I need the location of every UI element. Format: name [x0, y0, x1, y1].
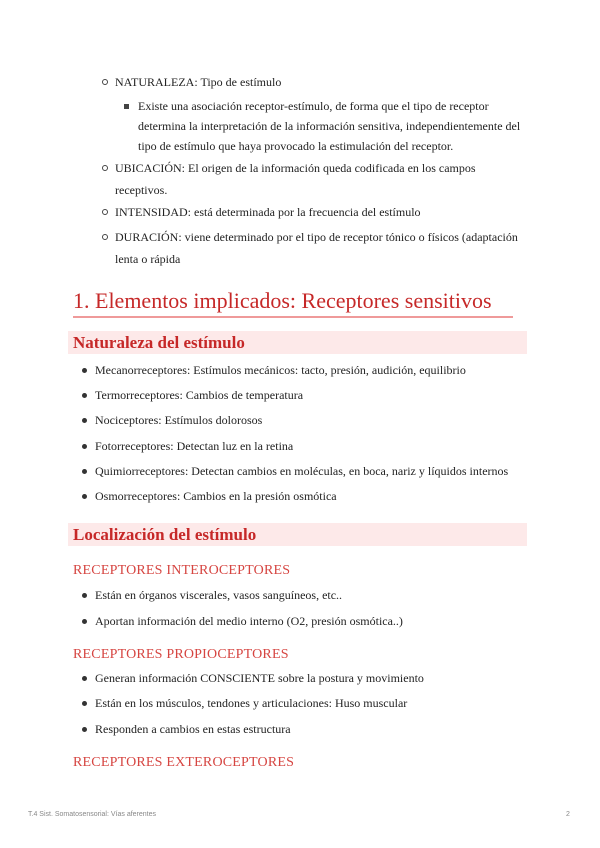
list-item: Fotorreceptores: Detectan luz en la retina: [82, 437, 293, 455]
disc-bullet-icon: [82, 676, 87, 681]
section-heading: 1. Elementos implicados: Receptores sensitivos: [73, 288, 492, 313]
disc-bullet-icon: [82, 393, 87, 398]
disc-bullet-icon: [82, 701, 87, 706]
list-item-intensidad: [102, 201, 525, 223]
subsubheading-interoceptores: RECEPTORES INTEROCEPTORES: [73, 563, 291, 578]
list-item-naturaleza: [102, 71, 525, 93]
sub-list-item-text: Existe una asociación receptor-estímulo, de forma que el tipo de receptor determina la interpretación de la información sensitiva, independientemente del tipo de estímulo que haya provocado la estimulación del receptor.: [138, 99, 521, 153]
heading-underline: [73, 316, 513, 318]
circle-bullet-icon: [102, 79, 108, 85]
footer-title: T.4 Sist. Somatosensorial: Vías aferentes: [28, 811, 157, 818]
list-item: Mecanorreceptores: Estímulos mecánicos: tacto, presión, audición, equilibrio: [82, 361, 466, 379]
list-item-ubicacion: [102, 157, 525, 201]
list-item: Nociceptores: Estímulos dolorosos: [82, 411, 262, 429]
subsubheading-exteroceptores: RECEPTORES EXTEROCEPTORES: [73, 755, 295, 770]
list-item: Quimiorreceptores: Detectan cambios en moléculas, en boca, nariz y líquidos internos: [82, 462, 508, 480]
subsubheading-propioceptores: RECEPTORES PROPIOCEPTORES: [73, 647, 289, 662]
circle-bullet-icon: [102, 209, 108, 215]
list-item: Responden a cambios en estas estructura: [82, 720, 291, 738]
disc-bullet-icon: [82, 593, 87, 598]
disc-bullet-icon: [82, 368, 87, 373]
disc-bullet-icon: [82, 619, 87, 624]
list-item-text: NATURALEZA: Tipo de estímulo: [115, 75, 282, 89]
list-item: Generan información CONSCIENTE sobre la postura y movimiento: [82, 669, 424, 687]
subheading-localizacion: Localización del estímulo: [73, 525, 257, 544]
list-item-duracion: [102, 226, 525, 270]
list-item: Están en órganos viscerales, vasos sanguíneos, etc..: [82, 586, 342, 604]
list-item: Aportan información del medio interno (O2, presión osmótica..): [82, 612, 403, 630]
disc-bullet-icon: [82, 444, 87, 449]
list-item: Termorreceptores: Cambios de temperatura: [82, 386, 303, 404]
page-number: 2: [566, 811, 570, 818]
list-item-text: DURACIÓN: viene determinado por el tipo de receptor tónico o físicos (adaptación lenta o rápida: [115, 230, 518, 266]
disc-bullet-icon: [82, 494, 87, 499]
disc-bullet-icon: [82, 727, 87, 732]
disc-bullet-icon: [82, 418, 87, 423]
disc-bullet-icon: [82, 469, 87, 474]
list-item: Están en los músculos, tendones y articulaciones: Huso muscular: [82, 694, 407, 712]
circle-bullet-icon: [102, 165, 108, 171]
sub-list-item: [124, 96, 530, 156]
list-item-text: UBICACIÓN: El origen de la información queda codificada en los campos receptivos.: [115, 161, 476, 197]
circle-bullet-icon: [102, 234, 108, 240]
square-bullet-icon: [124, 104, 129, 109]
subheading-naturaleza: Naturaleza del estímulo: [73, 333, 245, 352]
list-item: Osmorreceptores: Cambios en la presión osmótica: [82, 487, 337, 505]
list-item-text: INTENSIDAD: está determinada por la frecuencia del estímulo: [115, 205, 421, 219]
